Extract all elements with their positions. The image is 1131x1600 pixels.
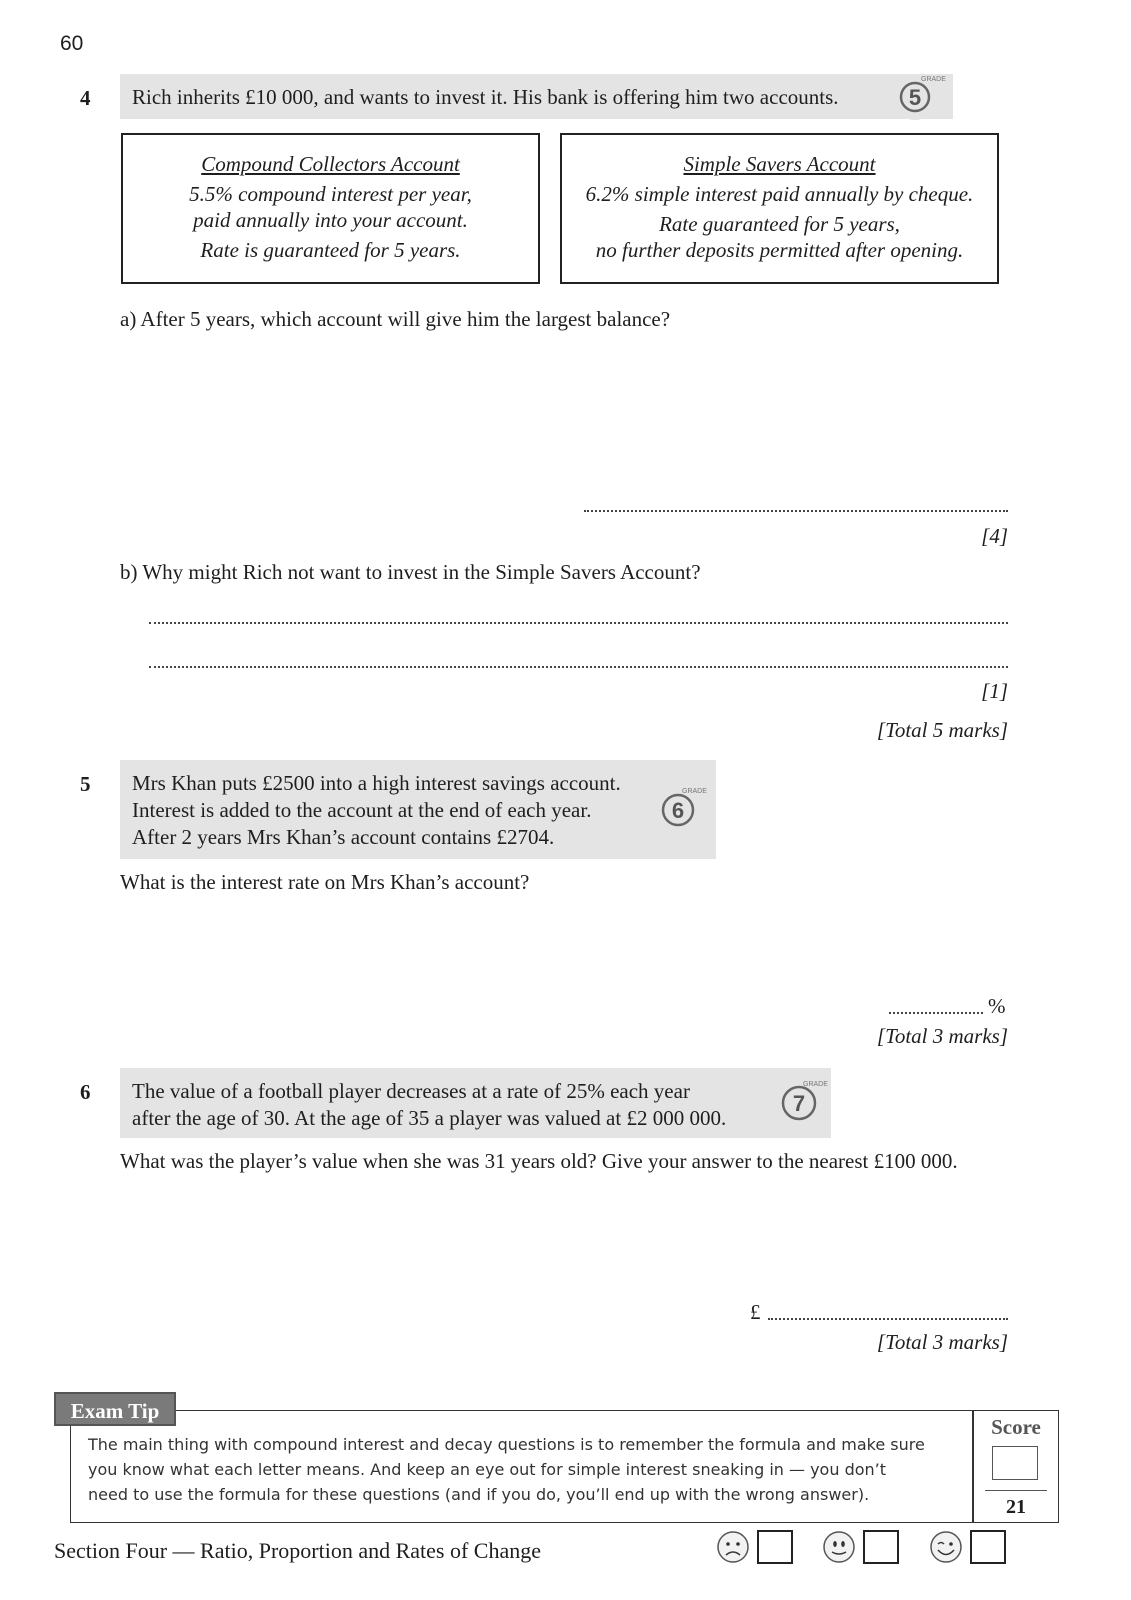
- question-6-line-1: The value of a football player decreases at a rate of 25% each year: [132, 1079, 690, 1103]
- question-4b-text: b) Why might Rich not want to invest in the Simple Savers Account?: [120, 560, 701, 584]
- question-4b-marks: [1]: [981, 679, 1008, 703]
- compound-collectors-line-2: paid annually into your account.: [193, 208, 468, 232]
- exam-tip-line-1: The main thing with compound interest and decay questions is to remember the formula and make sure: [88, 1435, 925, 1454]
- question-5-answer-line[interactable]: [889, 1012, 983, 1014]
- question-4-total: [Total 5 marks]: [876, 718, 1008, 742]
- grade-6-number: 6: [671, 798, 685, 823]
- question-5-question: What is the interest rate on Mrs Khan’s account?: [120, 870, 530, 894]
- question-6-question: What was the player’s value when she was 31 years old? Give your answer to the nearest £100 000.: [120, 1149, 958, 1173]
- exam-tip-line-2: you know what each letter means. And keep an eye out for simple interest sneaking in — you don’t: [88, 1460, 887, 1479]
- question-5-answer-unit: %: [988, 994, 1006, 1018]
- question-6-answer-prefix: £: [750, 1300, 761, 1324]
- compound-collectors-title: Compound Collectors Account: [201, 152, 460, 176]
- question-6-number: 6: [80, 1080, 91, 1104]
- score-label: Score: [991, 1415, 1041, 1439]
- question-5-panel: [120, 760, 716, 859]
- question-5-line-3: After 2 years Mrs Khan’s account contains £2704.: [132, 825, 555, 849]
- question-5-number: 5: [80, 772, 91, 796]
- grade-6-icon: [652, 784, 707, 836]
- grade-7-number: 7: [792, 1091, 806, 1116]
- simple-savers-line-1: 6.2% simple interest paid annually by cheque.: [585, 182, 974, 206]
- score-divider: [985, 1490, 1047, 1491]
- question-5-total: [Total 3 marks]: [876, 1024, 1008, 1048]
- question-5-line-1: Mrs Khan puts £2500 into a high interest savings account.: [132, 771, 621, 795]
- question-4a-marks: [4]: [981, 524, 1008, 548]
- score-total: 21: [1006, 1496, 1026, 1518]
- neutral-face-checkbox[interactable]: [863, 1530, 899, 1564]
- question-6-panel: [120, 1068, 831, 1138]
- grade-5-word: GRADE: [921, 76, 946, 83]
- sad-face-icon: [716, 1530, 750, 1564]
- question-5-line-2: Interest is added to the account at the end of each year.: [132, 798, 592, 822]
- exam-tip-text: [88, 1432, 928, 1507]
- grade-6-word: GRADE: [682, 788, 707, 795]
- question-4b-answer-line-1[interactable]: [149, 622, 1008, 624]
- grade-7-icon: [772, 1076, 826, 1130]
- question-4-intro: Rich inherits £10 000, and wants to invest it. His bank is offering him two accounts.: [132, 85, 839, 109]
- compound-collectors-line-1: 5.5% compound interest per year,: [189, 182, 472, 206]
- page-number: 60: [60, 32, 84, 55]
- question-6-line-2: after the age of 30. At the age of 35 a player was valued at £2 000 000.: [132, 1106, 727, 1130]
- exam-tip-label: Exam Tip: [54, 1392, 176, 1426]
- question-4a-answer-line[interactable]: [584, 510, 1008, 512]
- exam-tip-line-3: need to use the formula for these questions (and if you do, you’ll end up with the wrong answer).: [88, 1485, 870, 1504]
- grade-5-icon: [890, 72, 946, 122]
- question-4a-text: a) After 5 years, which account will give him the largest balance?: [120, 307, 671, 331]
- question-6-answer-line[interactable]: [768, 1318, 1008, 1320]
- happy-face-checkbox[interactable]: [970, 1530, 1006, 1564]
- question-4b-answer-line-2[interactable]: [149, 666, 1008, 668]
- simple-savers-line-2: Rate guaranteed for 5 years,: [659, 212, 900, 236]
- neutral-face-icon: [822, 1530, 856, 1564]
- happy-face-icon: [929, 1530, 963, 1564]
- question-4-number: 4: [80, 86, 91, 110]
- question-6-total: [Total 3 marks]: [876, 1330, 1008, 1354]
- simple-savers-box: [560, 133, 999, 284]
- question-4-intro-panel: [120, 74, 953, 119]
- section-footer: Section Four — Ratio, Proportion and Rates of Change: [54, 1538, 541, 1563]
- compound-collectors-line-3: Rate is guaranteed for 5 years.: [200, 238, 461, 262]
- sad-face-checkbox[interactable]: [757, 1530, 793, 1564]
- compound-collectors-box: [121, 133, 540, 284]
- grade-7-word: GRADE: [803, 1081, 828, 1088]
- simple-savers-line-3: no further deposits permitted after opening.: [595, 238, 964, 262]
- score-input[interactable]: [992, 1446, 1038, 1480]
- grade-5-number: 5: [908, 85, 922, 110]
- simple-savers-title: Simple Savers Account: [683, 152, 876, 176]
